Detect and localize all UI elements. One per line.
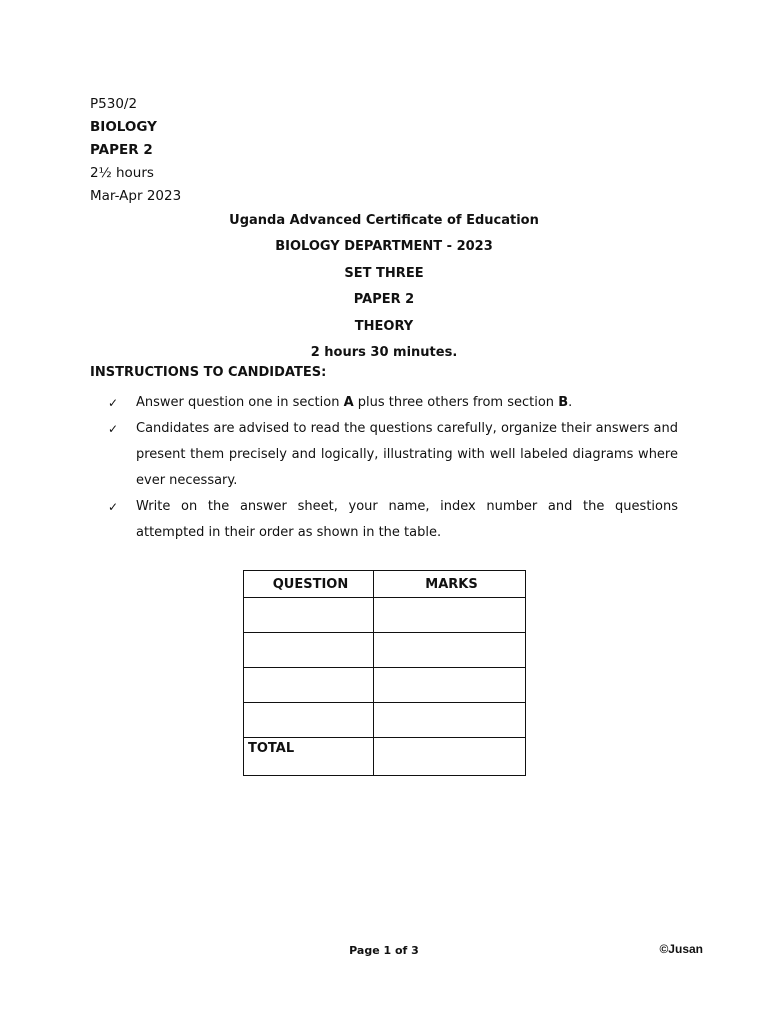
title-block [0, 208, 768, 366]
instruction-text [136, 395, 572, 410]
check-icon: ✓ [108, 422, 119, 436]
instruction-text-part: . [568, 395, 573, 410]
marks-cell [374, 633, 526, 668]
total-label: TOTAL [244, 738, 374, 776]
theory-title: THEORY [354, 318, 414, 334]
list-item [108, 494, 678, 546]
question-cell [244, 633, 374, 668]
table-total-row [244, 738, 526, 776]
check-icon: ✓ [108, 396, 119, 410]
set-title: SET THREE [344, 265, 424, 281]
time-allowed: 2 hours 30 minutes. [310, 344, 458, 360]
question-cell [244, 703, 374, 738]
table-header-row [244, 571, 526, 598]
paper-code: P530/2 [90, 96, 138, 112]
table-row [244, 598, 526, 633]
section-b-label: B [558, 395, 569, 410]
instructions-heading: INSTRUCTIONS TO CANDIDATES: [90, 365, 327, 380]
department-title: BIOLOGY DEPARTMENT - 2023 [275, 239, 493, 255]
marks-column-header: MARKS [374, 571, 526, 598]
paper-title: PAPER 2 [353, 292, 415, 308]
question-cell [244, 668, 374, 703]
list-item [108, 416, 678, 494]
table-row [244, 703, 526, 738]
question-cell [244, 598, 374, 633]
instruction-text: Candidates are advised to read the questions carefully, organize their answers and present them precisely and logically, illustrating with well labeled diagrams where ever necessary. [136, 421, 678, 488]
instruction-text: Write on the answer sheet, your name, index number and the questions attempted in their order as shown in the table. [136, 499, 678, 540]
total-marks-cell [374, 738, 526, 776]
exam-period: Mar-Apr 2023 [90, 188, 182, 204]
check-icon: ✓ [108, 500, 119, 514]
table-row [244, 668, 526, 703]
paper-duration: 2½ hours [90, 165, 154, 181]
subject-name: BIOLOGY [90, 119, 157, 135]
list-item [108, 390, 678, 416]
paper-number: PAPER 2 [90, 142, 153, 158]
instruction-text-part: Answer question one in section [136, 395, 344, 410]
marks-cell [374, 703, 526, 738]
page-number: Page 1 of 3 [349, 944, 419, 957]
marks-table [243, 570, 526, 776]
copyright-notice: ©Jusan [659, 942, 703, 956]
marks-cell [374, 598, 526, 633]
instruction-text-part: plus three others from section [353, 395, 559, 410]
instructions-list [108, 390, 678, 546]
paper-header [90, 93, 181, 208]
marks-cell [374, 668, 526, 703]
table-row [244, 633, 526, 668]
section-a-label: A [343, 395, 354, 410]
certificate-title: Uganda Advanced Certificate of Education [229, 213, 539, 228]
question-column-header: QUESTION [244, 571, 374, 598]
